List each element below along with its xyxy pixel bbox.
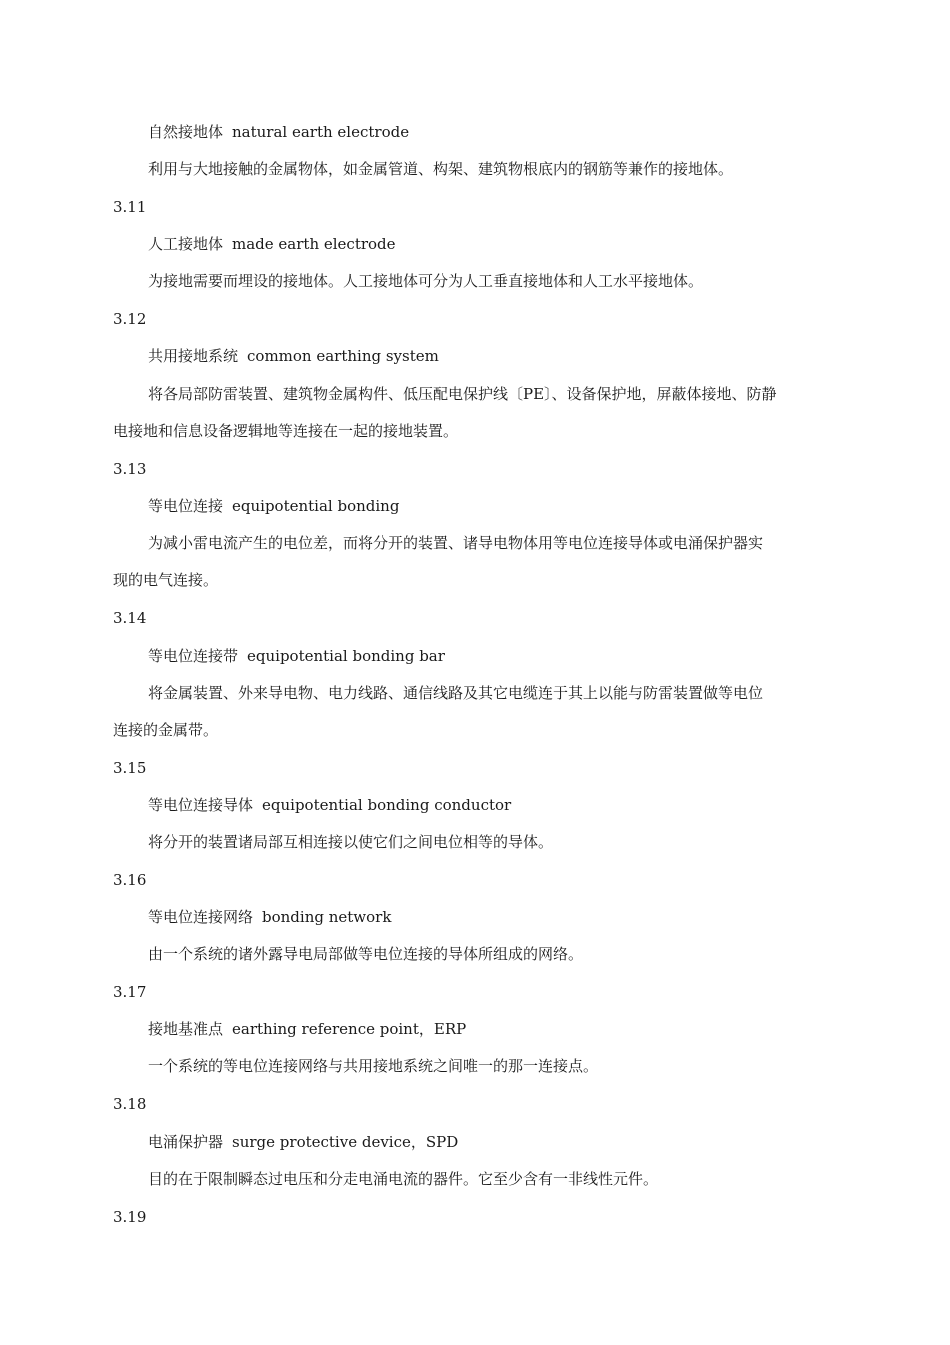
term-english: surge protective device，SPD (232, 1133, 459, 1151)
term-definition: 将金属装置、外来导电物、电力线路、通信线路及其它电缆连于其上以能与防雷装置做等电位 (148, 684, 764, 702)
term-english: earthing reference point，ERP (232, 1020, 467, 1038)
clause-number: 3.18 (113, 1095, 147, 1113)
clause-number: 3.14 (113, 609, 147, 627)
clause-number: 3.15 (113, 759, 147, 777)
term-definition: 目的在于限制瞬态过电压和分走电涌电流的器件。它至少含有一非线性元件。 (148, 1170, 659, 1188)
term-definition: 利用与大地接触的金属物体，如金属管道、构架、建筑物根底内的钢筋等兼作的接地体。 (148, 160, 734, 178)
term-definition-continued: 现的电气连接。 (113, 571, 219, 589)
clause-number: 3.16 (113, 871, 147, 889)
term-heading (148, 1019, 466, 1039)
clause-number: 3.11 (113, 198, 147, 216)
term-definition: 为减小雷电流产生的电位差，而将分开的装置、诸导电物体用等电位连接导体或电涌保护器实 (148, 534, 764, 552)
term-chinese: 等电位连接带 (148, 647, 239, 665)
term-heading (148, 122, 409, 142)
term-definition-continued: 连接的金属带。 (113, 721, 219, 739)
term-definition: 一个系统的等电位连接网络与共用接地系统之间唯一的那一连接点。 (148, 1057, 599, 1075)
term-chinese: 接地基准点 (148, 1020, 224, 1038)
term-heading (148, 496, 399, 516)
term-heading (148, 795, 511, 815)
term-english: natural earth electrode (232, 123, 410, 141)
term-english: bonding network (262, 908, 392, 926)
term-definition: 为接地需要而埋设的接地体。人工接地体可分为人工垂直接地体和人工水平接地体。 (148, 272, 704, 290)
term-chinese: 等电位连接 (148, 497, 224, 515)
term-english: equipotential bonding bar (247, 647, 445, 665)
term-definition: 由一个系统的诸外露导电局部做等电位连接的导体所组成的网络。 (148, 945, 584, 963)
term-heading (148, 646, 445, 666)
clause-number: 3.19 (113, 1208, 147, 1226)
clause-number: 3.13 (113, 460, 147, 478)
term-english: made earth electrode (232, 235, 396, 253)
term-english: common earthing system (247, 347, 439, 365)
term-heading (148, 234, 396, 254)
term-heading (148, 1132, 458, 1152)
term-definition-continued: 电接地和信息设备逻辑地等连接在一起的接地装置。 (113, 422, 459, 440)
term-definition: 将各局部防雷装置、建筑物金属构件、低压配电保护线〔PE〕、设备保护地，屏蔽体接地、防静 (148, 385, 777, 403)
term-definition: 将分开的装置诸局部互相连接以使它们之间电位相等的导体。 (148, 833, 554, 851)
term-chinese: 等电位连接网络 (148, 908, 254, 926)
term-chinese: 等电位连接导体 (148, 796, 254, 814)
term-heading (148, 346, 439, 366)
term-heading (148, 907, 391, 927)
term-english: equipotential bonding (232, 497, 400, 515)
clause-number: 3.12 (113, 310, 147, 328)
term-chinese: 人工接地体 (148, 235, 224, 253)
term-english: equipotential bonding conductor (262, 796, 512, 814)
term-chinese: 自然接地体 (148, 123, 224, 141)
term-chinese: 电涌保护器 (148, 1133, 224, 1151)
clause-number: 3.17 (113, 983, 147, 1001)
term-chinese: 共用接地系统 (148, 347, 239, 365)
